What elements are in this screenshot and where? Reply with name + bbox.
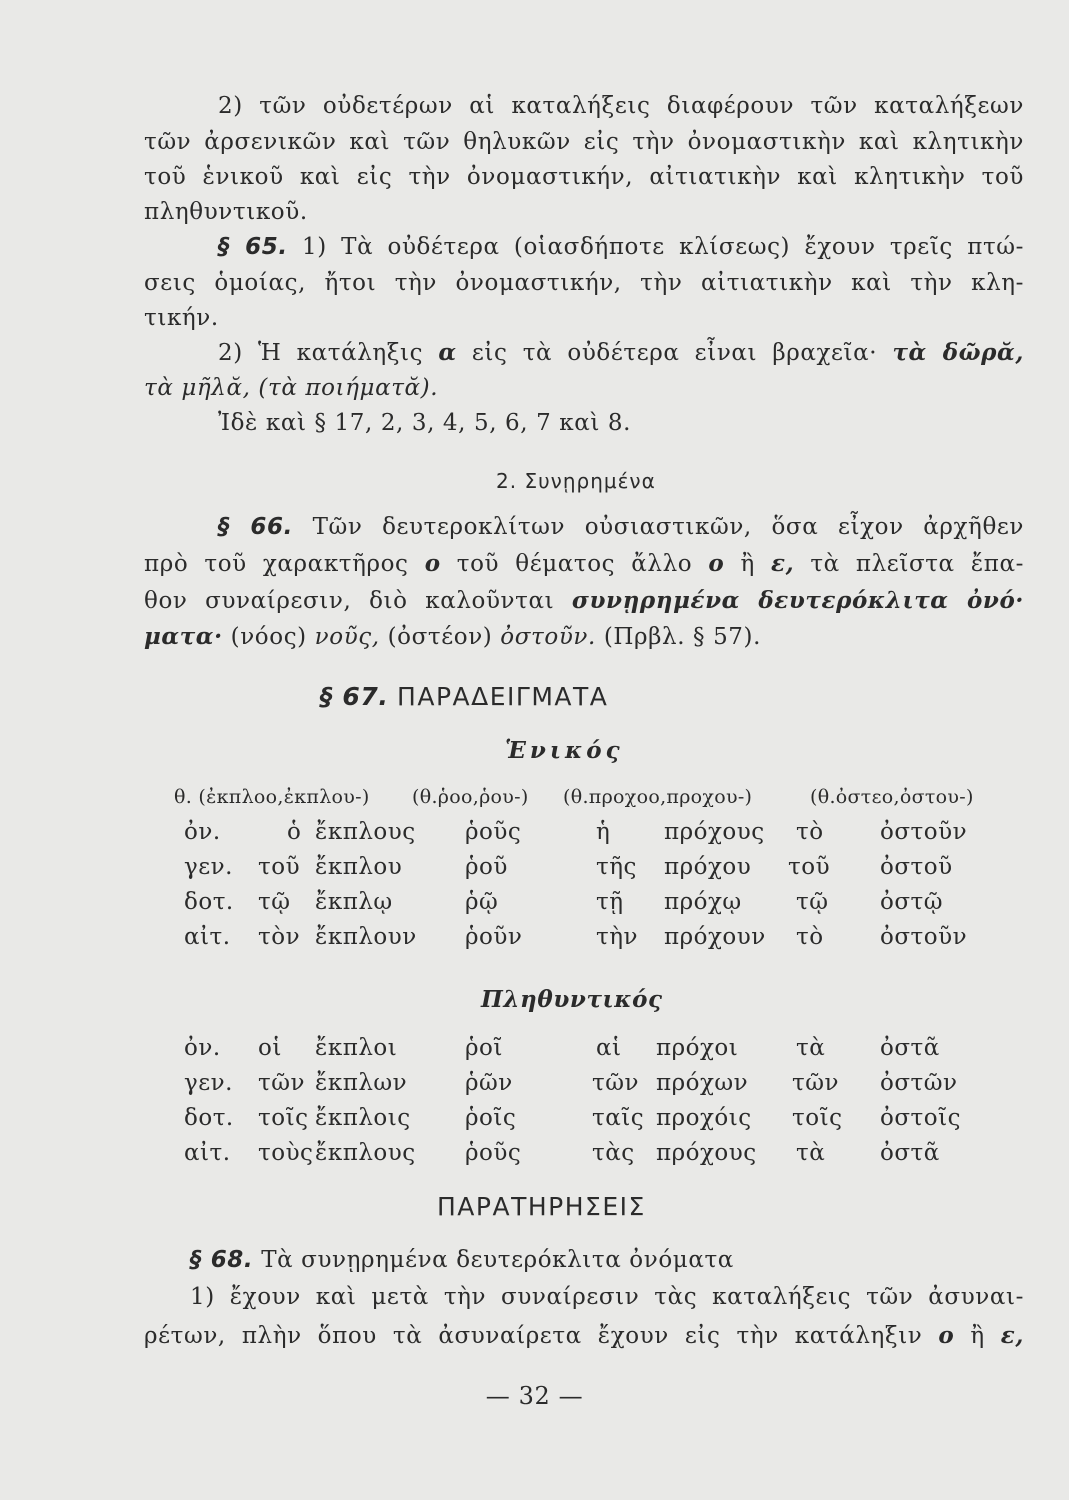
text-line: πληθυντικοῦ.: [144, 199, 308, 225]
section-number: § 65.: [218, 234, 288, 260]
text-line: τῶν ἀρσενικῶν καὶ τῶν θηλυκῶν εἰς τὴν ὀνομαστικὴν καὶ κλητικὴν: [144, 129, 1024, 155]
section-67-heading: § 67. ΠΑΡΑΔΕΙΓΜΑΤΑ: [320, 682, 609, 711]
section-68-first-line: § 68. Τὰ συνῃρημένα δευτερόκλιτα ὀνόματα: [190, 1247, 734, 1273]
book-page: 2) τῶν οὐδετέρων αἱ καταλήξεις διαφέρουν τῶν καταλήξεων τῶν ἀρσενικῶν καὶ τῶν θηλυκῶν εἰς τὴν ὀνομαστικὴν καὶ κλητικὴν τοῦ ἑνικοῦ καὶ εἰς τὴν ὀνομαστικήν, αἰτιατικὴν καὶ κλητικὴν τοῦ πληθυντικοῦ. § 65. 1) Τὰ οὐδέτερα (οἱασδήποτε κλίσεως) ἔχουν τρεῖς πτώ- σεις ὁμοίας, ἤτοι τὴν ὀνομαστικήν, τὴν αἰτιατικὴν καὶ τὴν κλη- τικήν. 2) Ἡ κατάληξις α εἰς τὰ οὐδέτερα εἶναι βραχεῖα· τὰ δῶρᾰ, τὰ μῆλᾰ, (τὰ ποιήματᾰ). Ἰδὲ καὶ § 17, 2, 3, 4, 5, 6, 7 καὶ 8. 2. Συνῃρημένα § 66. Τῶν δευτεροκλίτων οὐσιαστικῶν, ὅσα εἶχον ἀρχῆθεν πρὸ τοῦ χαρακτῆρος ο τοῦ θέματος ἄλλο ο ἢ ε, τὰ πλεῖστα ἔπα- θον συναίρεσιν, διὸ καλοῦνται συνῃρημένα δευτερόκλιτα ὀνό· ματα· (νόος) νοῦς, (ὀστέον) ὀστοῦν. (Πρβλ. § 57). § 67. ΠΑΡΑΔΕΙΓΜΑΤΑ Ἑνικός θ. (ἐκπλοο,ἐκπλου-) (θ.ῥοο,ῥου-) (θ.προχοο,προχου-) (θ.ὀστεο,ὀστου-) ὀν. ὁ ἔκπλους ῥοῦς ἡ πρόχους τὸ ὀστοῦν γεν. τοῦ ἔκπλου ῥοῦ τῆς πρόχου τοῦ ὀστοῦ δοτ. τῷ ἔκπλῳ ῥῷ τῇ πρόχῳ τῷ ὀστῷ αἰτ. τὸν ἔκπλουν ῥοῦν τὴν πρόχουν τὸ ὀστοῦν Πληθυντικός ὀν. οἱ ἔκπλοι ῥοῖ αἱ πρόχοι τὰ ὀστᾶ γεν. τῶν ἔκπλων ῥῶν τῶν πρόχων τῶν ὀστῶν δοτ. τοῖς ἔκπλοις ῥοῖς ταῖς προχόις τοῖς ὀστοῖς αἰτ. τοὺς ἔκπλους ῥοῦς τὰς πρόχους τὰ ὀστᾶ ΠΑΡΑΤΗΡΗΣΕΙΣ § 68. Τὰ συνῃρημένα δευτερόκλιτα ὀνόματα 1) ἔχουν καὶ μετὰ τὴν συναίρεσιν τὰς καταλήξεις τῶν ἀσυναι- ρέτων, πλὴν ὅπου τὰ ἀσυναίρετα ἔχουν εἰς τὴν κατάληξιν ο ἢ ε, — 32 —: [0, 0, 1069, 1500]
text-line: πρὸ τοῦ χαρακτῆρος ο τοῦ θέματος ἄλλο ο ἢ ε, τὰ πλεῖστα ἔπα-: [144, 550, 1024, 577]
text-line: θον συναίρεσιν, διὸ καλοῦνται συνῃρημένα δευτερόκλιτα ὀνό·: [144, 587, 1024, 614]
plural-heading: Πληθυντικός: [481, 986, 663, 1013]
stem-label: (θ.ὀστεο,ὀστου-): [810, 786, 974, 808]
stem-label: (θ.προχοο,προχου-): [563, 786, 753, 808]
section-66-first-line: § 66. Τῶν δευτεροκλίτων οὐσιαστικῶν, ὅσα εἶχον ἀρχῆθεν: [218, 514, 1024, 540]
text-line: τικήν.: [144, 305, 219, 331]
text-line: 1) ἔχουν καὶ μετὰ τὴν συναίρεσιν τὰς καταλήξεις τῶν ἀσυναι-: [190, 1284, 1024, 1310]
text-line: 2) τῶν οὐδετέρων αἱ καταλήξεις διαφέρουν τῶν καταλήξεων: [218, 93, 1024, 119]
stem-label: θ. (ἐκπλοο,ἐκπλου-): [174, 786, 370, 808]
section-65-first-line: § 65. 1) Τὰ οὐδέτερα (οἱασδήποτε κλίσεως) ἔχουν τρεῖς πτώ-: [218, 234, 1024, 260]
remarks-heading: ΠΑΡΑΤΗΡΗΣΕΙΣ: [437, 1192, 646, 1221]
text-line: τὰ μῆλᾰ, (τὰ ποιήματᾰ).: [144, 375, 439, 401]
text-line: Ἰδὲ καὶ § 17, 2, 3, 4, 5, 6, 7 καὶ 8.: [218, 410, 632, 436]
text-line: ρέτων, πλὴν ὅπου τὰ ἀσυναίρετα ἔχουν εἰς τὴν κατάληξιν ο ἢ ε,: [144, 1322, 1024, 1349]
text-line: σεις ὁμοίας, ἤτοι τὴν ὀνομαστικήν, τὴν αἰτιατικὴν καὶ τὴν κλη-: [144, 270, 1024, 296]
text-line: 2) Ἡ κατάληξις α εἰς τὰ οὐδέτερα εἶναι βραχεῖα· τὰ δῶρᾰ,: [218, 339, 1024, 366]
section-number: § 66.: [218, 514, 293, 540]
singular-heading: Ἑνικός: [505, 737, 624, 764]
stem-label: (θ.ῥοο,ῥου-): [412, 786, 529, 808]
text-line: ματα· (νόος) νοῦς, (ὀστέον) ὀστοῦν. (Πρβλ. § 57).: [144, 623, 762, 650]
page-number: — 32 —: [485, 1382, 584, 1410]
text-line: τοῦ ἑνικοῦ καὶ εἰς τὴν ὀνομαστικήν, αἰτιατικὴν καὶ κλητικὴν τοῦ: [144, 164, 1024, 190]
subheading: 2. Συνῃρημένα: [496, 469, 656, 493]
section-number: § 68.: [190, 1247, 254, 1273]
